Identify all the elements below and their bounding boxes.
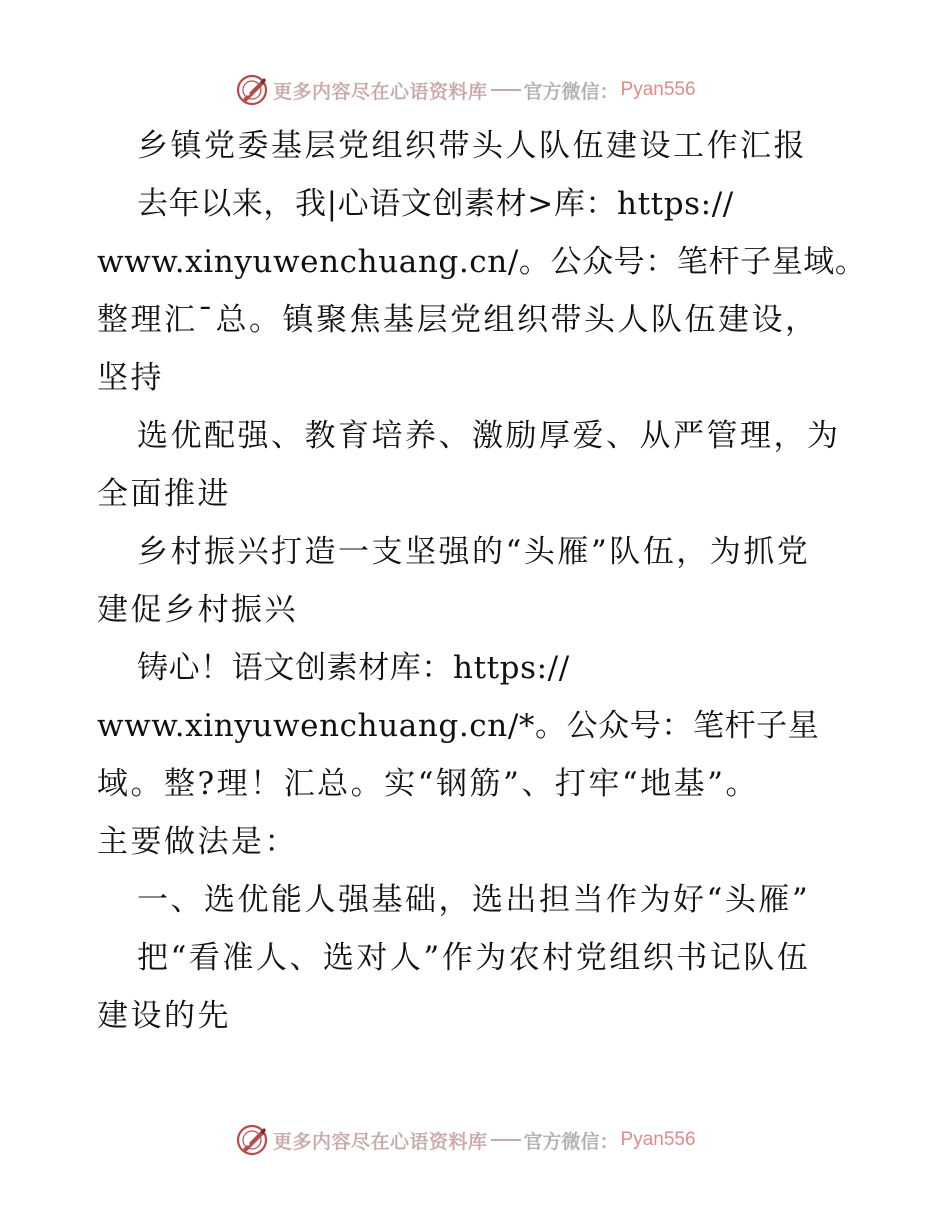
text-line: 主要做法是： xyxy=(97,824,298,860)
header-official-label: 官方微信： xyxy=(523,80,619,103)
section-heading: 一、选优能人强基础，选出担当作为好“头雁” xyxy=(137,882,811,918)
footer-dash xyxy=(491,1139,521,1141)
text-line: 建促乡村振兴 xyxy=(97,592,298,628)
pen-logo-icon xyxy=(235,1123,269,1157)
text-line: www.xinyuwenchuang.cn/。公众号：笔杆子星域。 xyxy=(97,244,867,280)
text-line: 去年以来，我|心语文创素材>库：https:// xyxy=(137,186,734,222)
text-line: 铸心！语文创素材库：https:// xyxy=(137,650,570,686)
text-line: 域。整?理！汇总。实“钢筋”、打牢“地基”。 xyxy=(97,766,760,802)
text-line: 选优配强、教育培养、激励厚爱、从严管理，为 xyxy=(137,418,841,454)
text-line: 建设的先 xyxy=(97,998,231,1034)
footer-banner xyxy=(235,1122,696,1158)
text-line: www.xinyuwenchuang.cn/*。公众号：笔杆子星 xyxy=(97,708,820,744)
footer-wechat-id: Pyan556 xyxy=(620,1129,696,1150)
header-brand-text: 更多内容尽在心语资料库 xyxy=(273,80,488,103)
header-banner xyxy=(235,72,696,108)
text-line: 把“看准人、选对人”作为农村党组织书记队伍 xyxy=(137,940,811,976)
document-title: 乡镇党委基层党组织带头人队伍建设工作汇报 xyxy=(137,128,807,164)
footer-brand-text: 更多内容尽在心语资料库 xyxy=(273,1130,488,1153)
pen-logo-icon xyxy=(235,73,269,107)
text-line: 乡村振兴打造一支坚强的“头雁”队伍，为抓党 xyxy=(137,534,811,570)
footer-official-label: 官方微信： xyxy=(523,1130,619,1153)
text-line: 整理汇¯总。镇聚焦基层党组织带头人队伍建设， xyxy=(97,302,819,338)
header-wechat-id: Pyan556 xyxy=(620,79,696,100)
header-dash xyxy=(491,89,521,91)
text-line: 全面推进 xyxy=(97,476,231,512)
text-line: 坚持 xyxy=(97,360,164,396)
